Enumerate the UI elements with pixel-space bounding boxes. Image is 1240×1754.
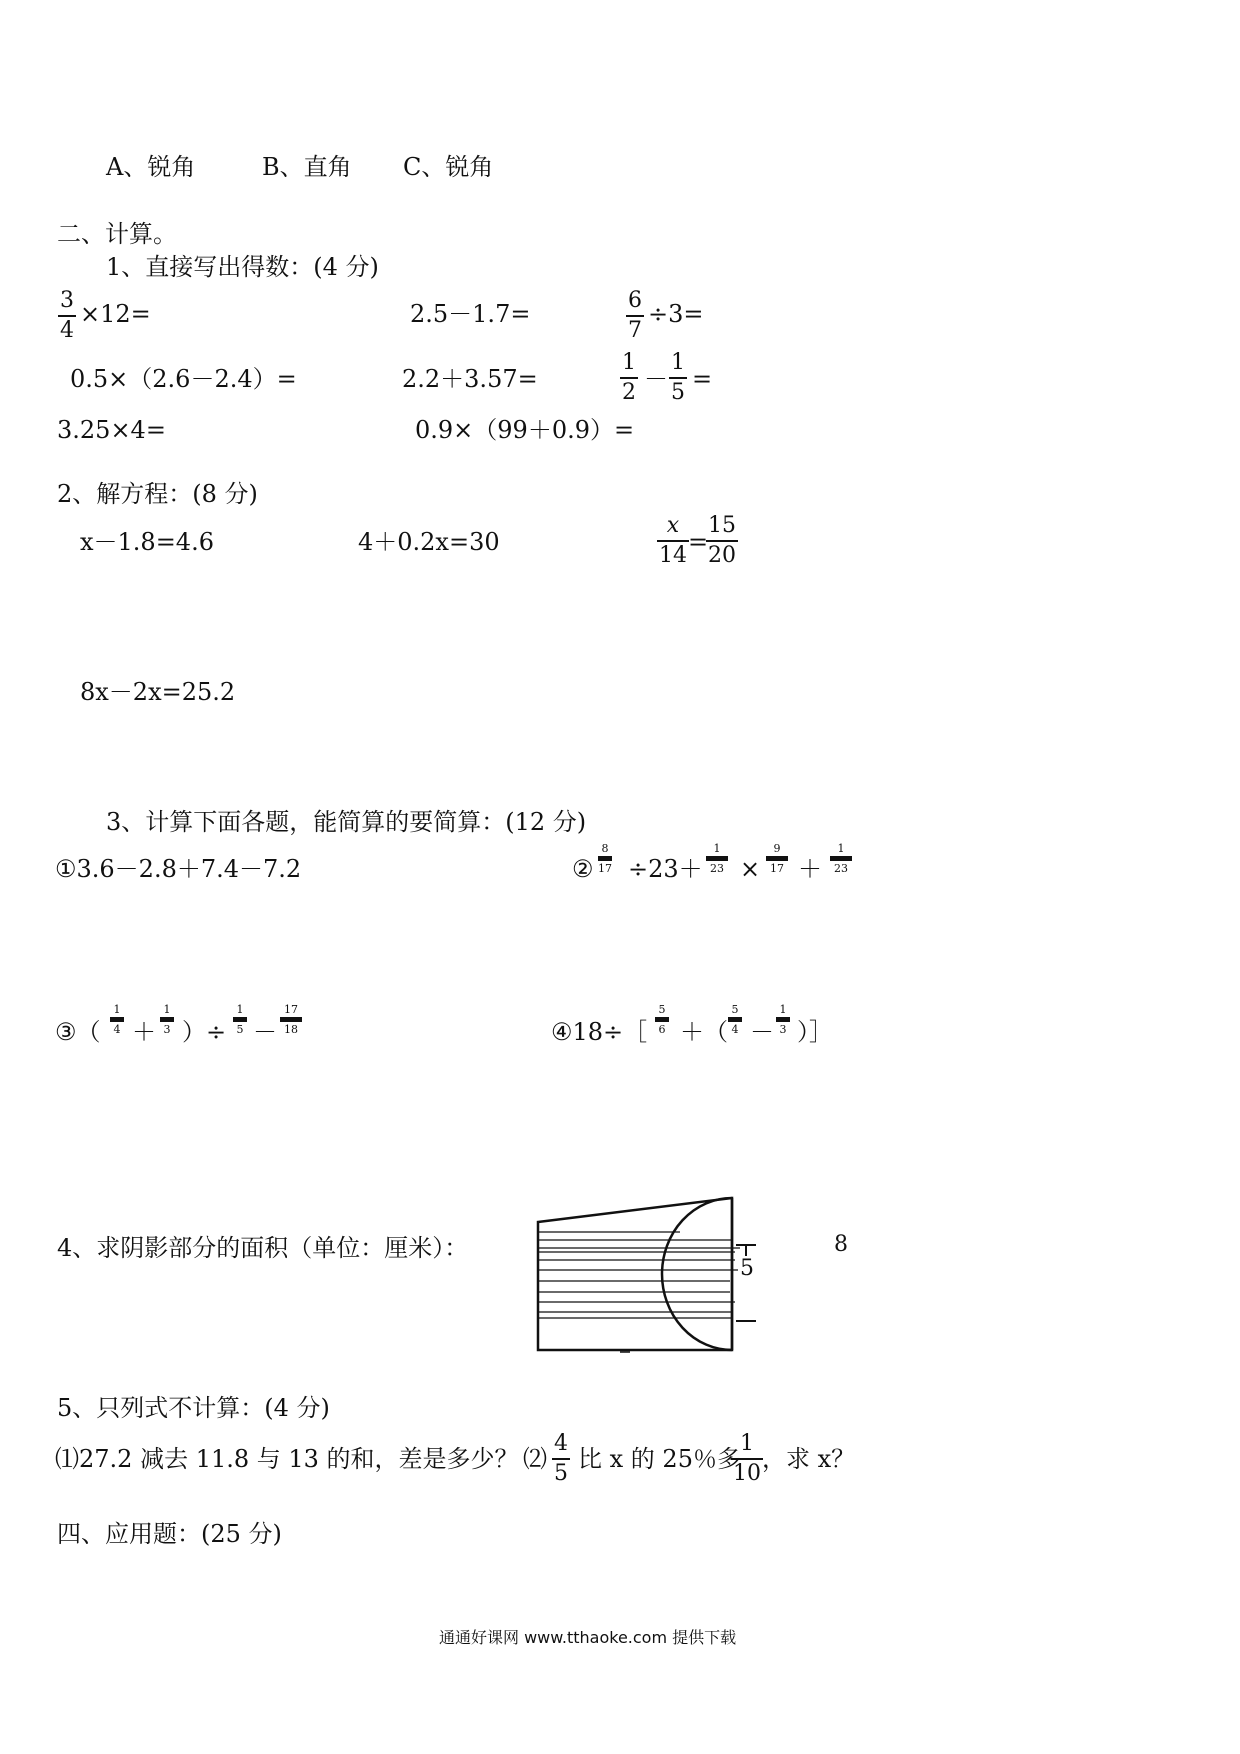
item-3-text-1: ＋ <box>132 1018 156 1046</box>
footer-credit: 通通好课网 www.tthaoke.com 提供下载 <box>439 1628 737 1647</box>
item-1: ①3.6－2.8＋7.4－7.2 <box>55 855 302 883</box>
fraction-6-7: $\frac{6}{7}$ <box>628 288 642 343</box>
item-2-text-3: ＋ <box>798 855 822 883</box>
item-3-text-2: ）÷ <box>182 1018 227 1046</box>
item-2-label: ② <box>572 855 594 883</box>
dimension-width: 8 <box>834 1232 848 1257</box>
fraction-1-5: $\frac{1}{5}$ <box>671 350 685 405</box>
fraction-1-5-small: 1 5 <box>233 1004 247 1035</box>
item-3-text-3: － <box>253 1018 277 1046</box>
item-4-text-1: ＋（ <box>680 1018 728 1046</box>
expr-r2c3-eq: = <box>692 365 713 393</box>
fraction-1-2: $\frac{1}{2}$ <box>622 350 636 405</box>
expr-r2c2: 2.2＋3.57= <box>402 365 538 393</box>
fraction-8-17: 8 17 <box>598 842 612 875</box>
part-5-q2-end: ，求 x？ <box>762 1445 856 1473</box>
fraction-3-4: $\frac{3}{4}$ <box>60 288 74 343</box>
option-c: C、锐角 <box>403 153 494 181</box>
equation-4: 8x－2x=25.2 <box>80 678 236 706</box>
fraction-1-23-b: 1 23 <box>830 843 852 874</box>
dimension-height: 5 <box>740 1256 754 1281</box>
fraction-5-4: 5 4 <box>728 1004 742 1035</box>
expr-r3c2: 0.9×（99＋0.9）= <box>415 416 635 444</box>
equation-1: x－1.8=4.6 <box>80 528 214 556</box>
part-5-q1: ⑴27.2 减去 11.8 与 13 的和，差是多少？ <box>55 1445 519 1473</box>
fraction-4-5: $\frac{4}{5}$ <box>554 1431 568 1486</box>
item-2-text-1: ÷23＋ <box>628 855 703 883</box>
expr-r1c1: ×12= <box>80 300 151 328</box>
fraction-5-6: 5 6 <box>655 1004 669 1035</box>
fraction-1-3: 1 3 <box>160 1004 174 1035</box>
option-a: A、锐角 <box>106 153 196 181</box>
section-2-title: 二、计算。 <box>57 220 177 248</box>
item-4-text-3: ）］ <box>797 1018 833 1046</box>
part-5-heading: 5、只列式不计算：(4 分) <box>57 1394 330 1422</box>
equation-3-eq: = <box>688 528 709 556</box>
item-4-text-2: － <box>750 1018 774 1046</box>
fraction-9-17: 9 17 <box>766 843 788 874</box>
op-minus: － <box>644 365 668 393</box>
expr-r3c1: 3.25×4= <box>57 416 166 444</box>
fraction-1-3-small: 1 3 <box>776 1004 790 1035</box>
expr-r1c3: ÷3= <box>648 300 704 328</box>
fraction-1-4: 1 4 <box>110 1004 124 1035</box>
fraction-15-20: $\frac{15}{20}$ <box>708 513 736 568</box>
expr-r1c2: 2.5－1.7= <box>410 300 531 328</box>
item-3-label: ③（ <box>55 1018 101 1046</box>
part-5-q2-label: ⑵ <box>523 1445 547 1473</box>
section-4-title: 四、应用题：(25 分) <box>57 1520 282 1548</box>
option-b: B、直角 <box>262 153 352 181</box>
fraction-1-10: $\frac{1}{10}$ <box>733 1431 761 1486</box>
part-3-heading: 3、计算下面各题，能简算的要简算：(12 分) <box>106 808 587 836</box>
part-4-heading: 4、求阴影部分的面积（单位：厘米）： <box>57 1234 469 1262</box>
equation-2: 4＋0.2x=30 <box>358 528 500 556</box>
fraction-1-23-a: 1 23 <box>706 843 728 874</box>
part-5-q2-mid: 比 x 的 25％多 <box>578 1445 741 1473</box>
item-4-label: ④18÷［ <box>551 1018 648 1046</box>
expr-r2c1: 0.5×（2.6－2.4）= <box>70 365 297 393</box>
part-2-heading: 2、解方程：(8 分) <box>57 480 258 508</box>
fraction-x-14: $\frac{x}{14}$ <box>659 513 687 568</box>
item-2-text-2: × <box>740 855 761 883</box>
fraction-17-18: 17 18 <box>280 1004 302 1035</box>
part-1-heading: 1、直接写出得数：(4 分) <box>106 253 379 281</box>
